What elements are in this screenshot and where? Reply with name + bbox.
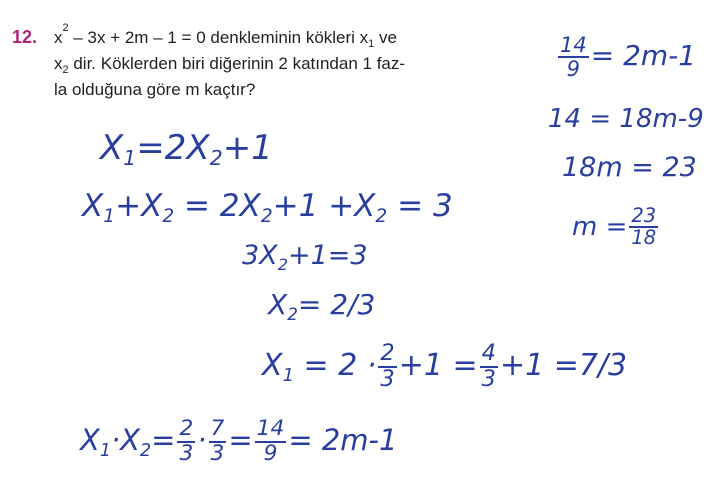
fraction: $\frac{23}{18}$ [631,204,657,250]
problem-statement [12,24,512,103]
fraction: $\frac{2}{3}$ [380,340,395,392]
side-solution-line-4: m = $\frac{23}{18}$ [572,204,657,250]
problem-line-3: la olduğuna göre m kaçtır? [54,80,256,99]
solution-line-6: $X_1\cdot X_2=$ $\frac{2}{3}$ · $\frac{7}{3}$ = $\frac{14}{9}$ = 2m-1 [80,416,398,466]
problem-line-2: $x_2$ dir. Köklerden biri diğerinin 2 katından 1 faz- [54,54,406,76]
question-number: 12. [12,27,38,47]
fraction: $\frac{2}{3}$ [179,416,194,466]
solution-line-4: $X_2= 2/3$ [268,288,376,324]
side-solution-line-2: 14 = 18m-9 [548,104,704,134]
solution-line-1: $X_1=2X_2+1$ [100,128,273,170]
side-solution-line-3: 18m = 23 [562,152,697,183]
fraction: $\frac{14}{9}$ [256,416,285,466]
side-solution-line-1: $\frac{14}{9}$ = 2m-1 [560,33,697,82]
solution-line-2: $X_1+X_2 = 2X_2+1 +X_2 = 3$ [82,188,453,227]
solution-line-5: $X_1 = 2$ · $\frac{2}{3}$ +1 = $\frac{4}{3}$ +1 =7/3 [262,340,628,392]
solution-line-3: $3X_2+1=3$ [242,240,368,274]
fraction: $\frac{14}{9}$ [560,33,587,82]
fraction: $\frac{4}{3}$ [481,340,496,392]
problem-line-1: 12. $x^2 - 3x + 2m - 1 = 0$ denkleminin kökleri $x_1$ ve [12,22,397,50]
fraction: $\frac{7}{3}$ [210,416,225,466]
